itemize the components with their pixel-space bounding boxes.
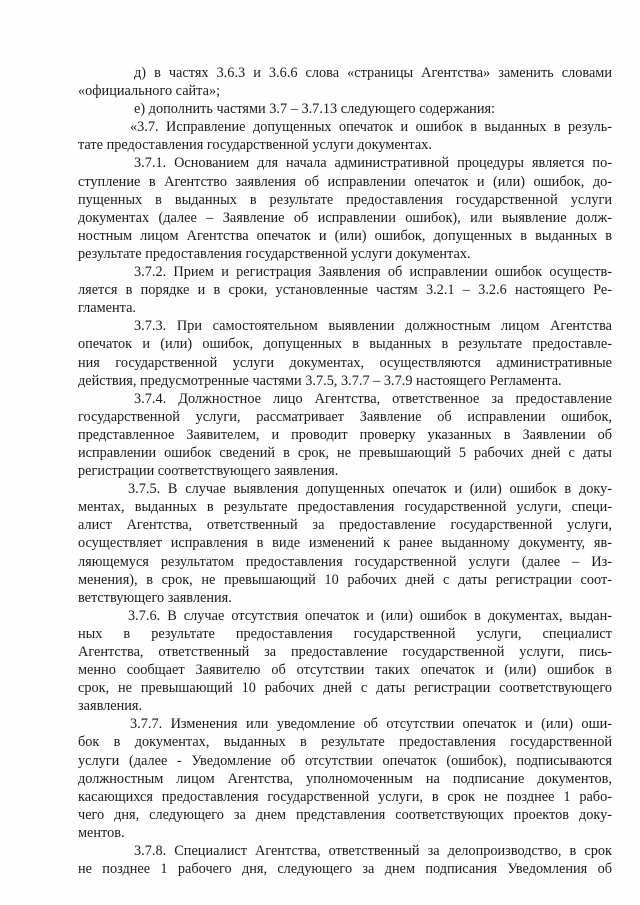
text-line: ностным лицом Агентства опечаток и (или) ошибок, допущенных в выданных в xyxy=(78,227,612,244)
text-line: 3.7.4. Должностное лицо Агентства, ответственное за предоставление xyxy=(134,390,612,407)
text-line: Агентства, ответственный за предоставление государственной услуги, пись- xyxy=(78,644,612,660)
text-line: документах (далее – Заявление об исправлении ошибок), или выявление долж- xyxy=(78,209,612,226)
text-line: 3.7.5. В случае выявления допущенных опечаток и (или) ошибок в доку- xyxy=(128,481,612,498)
text-line: 3.7.7. Изменения или уведомление об отсутствии опечаток и (или) оши- xyxy=(130,716,612,733)
text-line: регистрации соответствующего заявления. xyxy=(78,463,339,480)
text-line: действия, предусмотренные частями 3.7.5, 3.7.7 – 3.7.9 настоящего Регламента. xyxy=(78,372,562,389)
text-line: ступление в Агентство заявления об исправлении опечаток и (или) ошибок, до- xyxy=(78,173,612,190)
text-line: осуществляет исправления в виде изменений к ранее выданному документу, яв- xyxy=(78,535,612,552)
text-line: менения), в срок, не превышающий 10 рабочих дней с даты регистрации соот- xyxy=(78,571,612,588)
text-line: ментах, выданных в результате предоставления государственной услуги, специ- xyxy=(78,499,612,516)
text-line: е) дополнить частями 3.7 – 3.7.13 следующего содержания: xyxy=(134,101,496,118)
text-line: исправлении ошибок сведений в срок, не превышающий 5 рабочих дней с даты xyxy=(78,444,612,461)
text-line: срок, не превышающий 10 рабочих дней с даты регистрации соответствующего xyxy=(78,680,612,697)
text-line: ляется в порядке и в сроки, установленные частям 3.2.1 – 3.2.6 настоящего Ре- xyxy=(78,282,612,299)
text-line: ных в результате предоставления государственной услуги, специалист xyxy=(78,625,612,642)
text-line: представленное Заявителем, и проводит проверку указанных в Заявлении об xyxy=(78,426,612,443)
text-line: бок в документах, выданных в результате предоставления государственной xyxy=(78,734,612,751)
text-line: «официального сайта»; xyxy=(78,83,221,100)
text-line: государственной услуги, рассматривает Заявление об исправлении ошибок, xyxy=(78,408,612,425)
text-line: гламента. xyxy=(78,300,137,317)
text-line: тате предоставления государственной услуги документах. xyxy=(78,137,432,154)
text-line: результате предоставления государственной услуги документах. xyxy=(78,245,471,262)
text-line: должностным лицом Агентства, уполномоченным на подписание документов, xyxy=(78,770,612,787)
text-line: 3.7.1. Основанием для начала административной процедуры является по- xyxy=(134,155,612,172)
text-line: 3.7.6. В случае отсутствия опечаток и (или) ошибок в документах, выдан- xyxy=(128,607,612,624)
text-line: д) в частях 3.6.3 и 3.6.6 слова «страницы Агентства» заменить словами xyxy=(134,65,612,81)
text-line: ментов. xyxy=(78,824,125,841)
text-line: не позднее 1 рабочего дня, следующего за днем подписания Уведомления об xyxy=(78,861,612,878)
document-body xyxy=(78,64,612,878)
text-line: 3.7.8. Специалист Агентства, ответственный за делопроизводство, в срок xyxy=(134,843,612,860)
text-line: ветствующего заявления. xyxy=(78,589,232,606)
text-line: 3.7.2. Прием и регистрация Заявления об исправлении ошибок осуществ- xyxy=(134,264,612,281)
text-line: пущенных в выданных в результате предоставления государственной услуги xyxy=(78,191,612,208)
text-line: услуги (далее - Уведомление об отсутствии опечаток (ошибок), подписываются xyxy=(78,752,612,769)
text-line: опечаток и (или) ошибок, допущенных в выданных в результате предоставле- xyxy=(78,336,612,353)
text-line: заявления. xyxy=(78,698,143,715)
text-line: менно сообщает Заявителю об отсутствии таких опечаток и (или) ошибок в xyxy=(78,662,612,679)
text-line: алист Агентства, ответственный за предоставление государственной услуги, xyxy=(78,517,612,534)
text-line: «3.7. Исправление допущенных опечаток и ошибок в выданных в резуль- xyxy=(130,119,612,136)
text-line: чего дня, следующего за днем представления соответствующих проектов доку- xyxy=(78,806,612,823)
text-line: ляющемуся результатом предоставления государственной услуги (далее – Из- xyxy=(78,553,612,570)
text-line: ния государственной услуги документах, осуществляются административные xyxy=(78,354,612,371)
text-line: касающихся предоставления государственной услуги, в срок не позднее 1 рабо- xyxy=(78,788,612,805)
text-line: 3.7.3. При самостоятельном выявлении должностным лицом Агентства xyxy=(134,318,612,335)
